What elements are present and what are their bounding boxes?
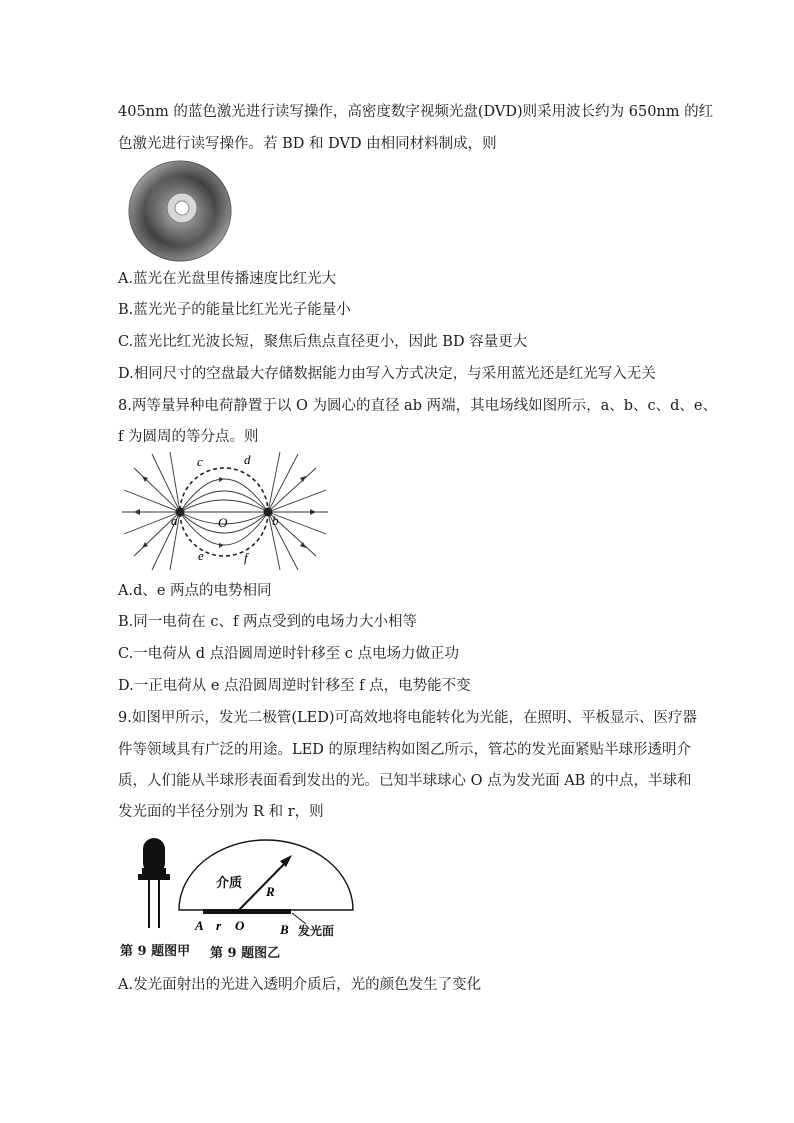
q8-stem-line1: 8.两等量异种电荷静置于以 O 为圆心的直径 ab 两端，其电场线如图所示，a、b、c、d、e、 (118, 398, 717, 414)
q7-option-d: D.相同尺寸的空盘最大存储数据能力由写入方式决定，与采用蓝光还是红光写入无关 (118, 366, 656, 382)
q8-option-c: C.一电荷从 d 点沿圆周逆时针移至 c 点电场力做正功 (118, 646, 460, 662)
q9-stem-line3: 质，人们能从半球形表面看到发出的光。已知半球球心 O 点为发光面 AB 的中点，半球和 (118, 773, 692, 789)
label-r: r (216, 918, 222, 933)
label-c: c (197, 454, 203, 469)
q7-option-c: C.蓝光比红光波长短，聚焦后焦点直径更小，因此 BD 容量更大 (118, 334, 528, 350)
caption-figure-jia: 第 9 题图甲 (120, 944, 191, 959)
label-A: A (195, 918, 204, 933)
label-O: O (235, 918, 245, 933)
label-b: b (272, 513, 279, 528)
label-o: O (218, 515, 228, 530)
caption-figure-yi: 第 9 题图乙 (210, 946, 281, 961)
label-emitting-surface: 发光面 (298, 924, 335, 938)
q9-stem-line4: 发光面的半径分别为 R 和 r，则 (118, 804, 324, 820)
q7-text-line2: 色激光进行读写操作。若 BD 和 DVD 由相同材料制成，则 (118, 136, 497, 152)
label-e: e (198, 548, 204, 563)
label-R: R (266, 884, 275, 899)
label-B: B (280, 922, 289, 937)
q8-stem-line2: f 为圆周的等分点。则 (118, 429, 259, 445)
label-a: a (171, 513, 178, 528)
q8-option-d: D.一正电荷从 e 点沿圆周逆时针移至 f 点，电势能不变 (118, 678, 471, 694)
q8-option-a: A.d、e 两点的电势相同 (118, 583, 272, 599)
label-f: f (244, 550, 248, 565)
hemisphere-figure-yi (176, 838, 356, 968)
q9-option-a: A.发光面射出的光进入透明介质后，光的颜色发生了变化 (118, 977, 482, 993)
q9-stem-line2: 件等领域具有广泛的用途。LED 的原理结构如图乙所示，管芯的发光面紧贴半球形透明介 (118, 742, 691, 758)
label-d: d (244, 452, 251, 467)
q7-text-line1: 405nm 的蓝色激光进行读写操作，高密度数字视频光盘(DVD)则采用波长约为 650nm 的红 (118, 104, 714, 120)
electric-field-figure (120, 450, 330, 572)
label-medium: 介质 (216, 876, 243, 891)
q7-option-b: B.蓝光光子的能量比红光光子能量小 (118, 302, 351, 318)
q8-option-b: B.同一电荷在 c、f 两点受到的电场力大小相等 (118, 614, 417, 630)
q7-option-a: A.蓝光在光盘里传播速度比红光大 (118, 271, 337, 287)
q9-stem-line1: 9.如图甲所示，发光二极管(LED)可高效地将电能转化为光能，在照明、平板显示、医疗器 (118, 710, 697, 726)
optical-disc-image (128, 160, 232, 262)
